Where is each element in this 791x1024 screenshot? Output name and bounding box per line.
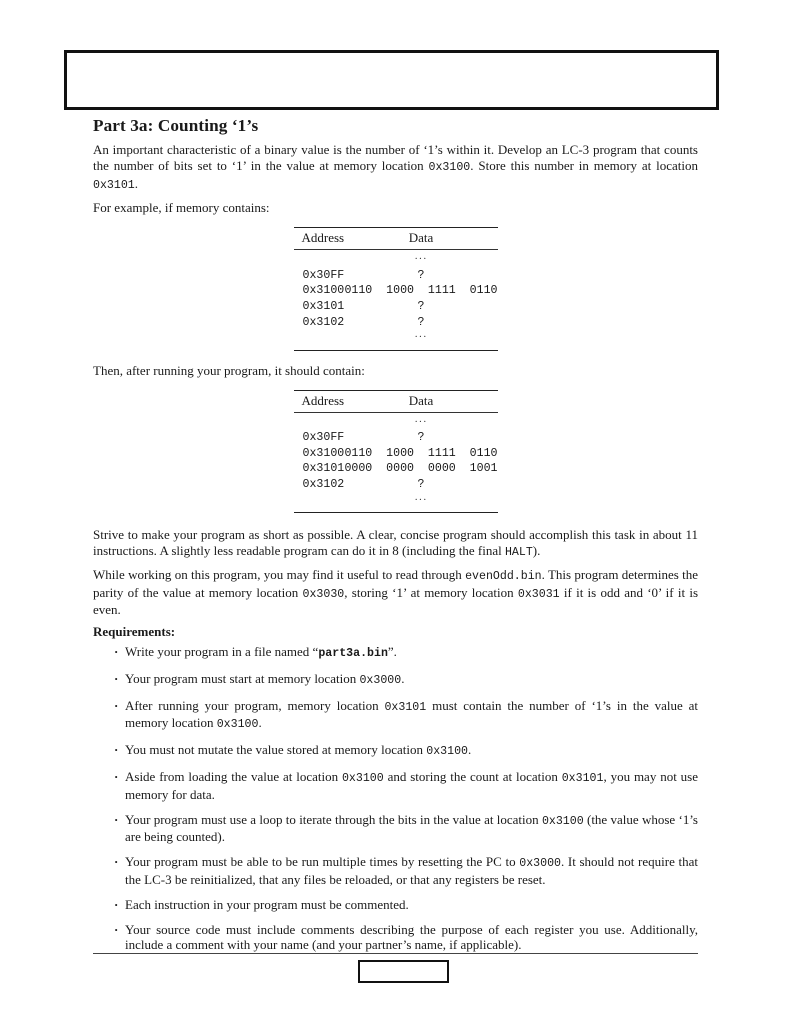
memory-table-before (294, 227, 498, 351)
address-cell: 0x3102 (302, 315, 345, 329)
address-cell: 0x30FF (302, 431, 345, 445)
requirement-item: · Your program must be able to be run multiple times by resetting the PC to 0x3000. It should not require that the LC-3 be reinitialized, that any files be reloaded, or that any registers be reset. (114, 854, 698, 888)
column-header-address: Address (294, 228, 345, 250)
address-code: 0x3000 (359, 673, 402, 687)
ellipsis-row: ··· (414, 416, 428, 428)
table-row (294, 446, 498, 462)
intro-paragraph (93, 142, 698, 193)
address-code: 0x3101 (93, 178, 135, 192)
column-header-data: Data (344, 228, 497, 250)
redacted-header-box (64, 50, 719, 110)
intro-text: An important characteristic of a binary value is the number of ‘1’s within it. Develop an LC-3 program that counts the number of bits set to ‘1’ in the value at memory location (93, 142, 698, 173)
memory-table-after (294, 390, 498, 514)
table-row (294, 268, 498, 284)
bullet-icon: · (114, 921, 119, 937)
while-text: While working on this program, you may find it useful to read through (93, 566, 466, 582)
intro-text: . Store this number in memory at location (470, 157, 698, 173)
address-code: 0x3100 (216, 718, 259, 732)
bullet-icon: · (114, 854, 119, 870)
ellipsis-row: ··· (414, 494, 428, 506)
address-cell: 0x3100 (302, 446, 345, 460)
table-row (294, 315, 498, 331)
requirement-item: · Your program must use a loop to iterate through the bits in the value at location 0x3100 (the value whose ‘1’s are being counted). (114, 811, 698, 845)
address-code: 0x3031 (517, 587, 560, 601)
data-cell: 0110 1000 1111 0110 (344, 284, 498, 298)
table-row (294, 461, 498, 477)
data-cell: ? (417, 431, 425, 445)
table-row (294, 477, 498, 493)
requirement-item: · You must not mutate the value stored at memory location 0x3100. (114, 742, 472, 759)
intro-text: . (134, 175, 138, 191)
while-text: if it is odd and ‘0’ if it is even. (93, 584, 699, 618)
address-cell: 0x30FF (302, 268, 345, 282)
redacted-footer-box (358, 960, 449, 983)
requirement-item: · Your source code must include comments describing the purpose of each register you use. Additionally, include a comment with your name (and your partner’s name, if applicable). (114, 921, 698, 953)
bullet-icon: · (114, 742, 119, 758)
while-working-paragraph (93, 567, 698, 618)
address-cell: 0x3100 (302, 284, 345, 298)
while-text: , storing ‘1’ at memory location (344, 584, 518, 600)
filename-code: evenOdd.bin (465, 569, 542, 583)
requirement-item: · Write your program in a file named “part3a.bin”. (114, 644, 397, 661)
data-cell: ? (417, 299, 425, 313)
requirement-item: · Aside from loading the value at location 0x3100 and storing the count at location 0x3101, you may not use memory for data. (114, 769, 698, 802)
then-lead: Then, after running your program, it should contain: (93, 362, 365, 378)
address-code: 0x3101 (561, 772, 604, 786)
address-code: 0x3100 (541, 814, 584, 828)
address-cell: 0x3101 (302, 462, 345, 476)
data-cell: 0000 0000 0000 1001 (344, 462, 498, 476)
footer-divider (93, 953, 698, 954)
bullet-icon: · (114, 811, 119, 827)
requirements-list (93, 644, 698, 953)
table-row (294, 430, 498, 446)
bullet-icon: · (114, 697, 119, 713)
filename-code: part3a.bin (318, 647, 388, 661)
table-row (294, 299, 498, 315)
address-code: 0x3100 (341, 772, 384, 786)
bullet-icon: · (114, 896, 119, 912)
requirement-item: · After running your program, memory location 0x3101 must contain the number of ‘1’s in the value at memory location 0x3100. (114, 697, 699, 732)
example-lead: For example, if memory contains: (93, 200, 270, 216)
halt-code: HALT (504, 545, 533, 559)
column-header-data: Data (344, 390, 497, 412)
strive-text: Strive to make your program as short as possible. A clear, concise program should accomplish this task in about 11 instructions. A slightly less readable program can do it in 8 (including the final (93, 527, 698, 558)
table-row (294, 283, 498, 299)
address-code: 0x3101 (384, 700, 427, 714)
section-title: Part 3a: Counting ‘1’s (93, 116, 259, 135)
address-cell: 0x3102 (302, 477, 345, 491)
document-body (93, 114, 698, 962)
while-text: . This program determines the parity of the value at memory location (93, 566, 698, 600)
address-code: 0x3100 (426, 745, 468, 759)
bullet-icon: · (114, 769, 119, 785)
address-code: 0x3100 (428, 160, 471, 174)
strive-text: ). (532, 542, 541, 558)
ellipsis-row: ··· (414, 332, 428, 344)
data-cell: 0110 1000 1111 0110 (344, 446, 498, 460)
data-cell: ? (417, 315, 425, 329)
requirements-heading: Requirements: (93, 624, 176, 640)
address-code: 0x3030 (302, 587, 345, 601)
ellipsis-row: ··· (414, 254, 428, 266)
address-code: 0x3000 (519, 857, 561, 871)
address-cell: 0x3101 (302, 299, 345, 313)
bullet-icon: · (114, 644, 119, 660)
requirement-item: · Each instruction in your program must be commented. (114, 896, 409, 912)
bullet-icon: · (114, 670, 119, 686)
column-header-address: Address (294, 390, 345, 412)
requirement-item: · Your program must start at memory location 0x3000. (114, 670, 405, 687)
strive-paragraph (93, 527, 698, 561)
data-cell: ? (417, 268, 425, 282)
data-cell: ? (417, 477, 425, 491)
